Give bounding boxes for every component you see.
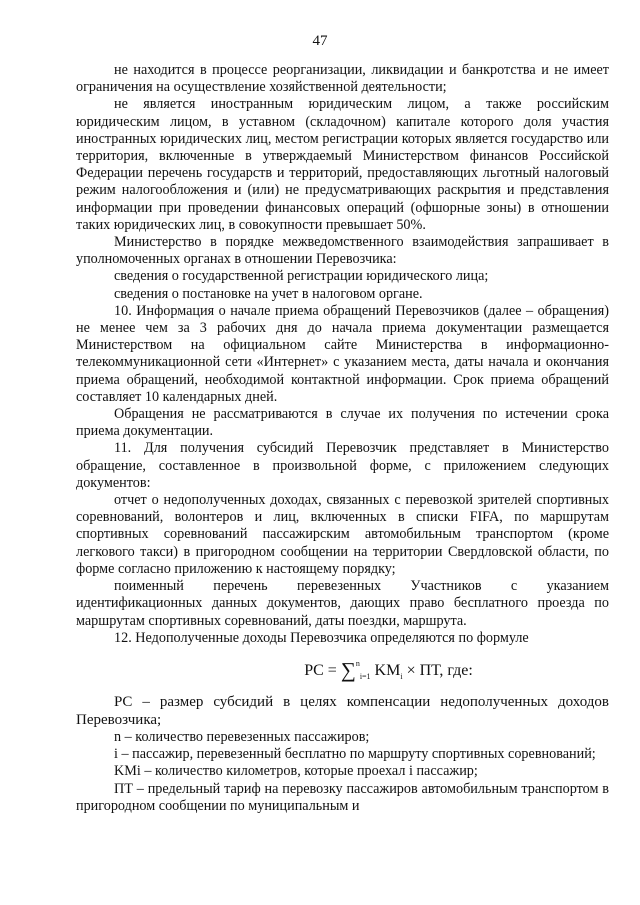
paragraph: 11. Для получения субсидий Перевозчик представляет в Министерство обращение, составленное в произвольной форме, с приложением следующих документов: [76,440,609,491]
definition: KMi – количество километров, которые проехал i пассажир; [114,763,478,780]
page-number: 47 [312,33,328,49]
definition: i – пассажир, перевезенный бесплатно по маршруту спортивных соревнований; [114,746,596,763]
paragraph: 10. Информация о начале приема обращений Перевозчиков (далее – обращения) не менее чем за 3 рабочих дня до начала приема документации размещается Министерством на официальном сайте Министерства в информационно-телекоммуникационной сети «Интернет» с указанием места, даты начала и окончания приема обращений, необходимой контактной информации. Срок приема обращений составляет 10 календарных дней. [76,302,609,405]
paragraph: Министерство в порядке межведомственного взаимодействия запрашивает в уполномоченных органах в отношении Перевозчика: [76,234,609,268]
paragraph: поименный перечень перевезенных Участников с указанием идентификационных данных документов, дающих право бесплатного проезда по маршрутам спортивных соревнований, даты поездки, маршрута. [76,578,609,629]
paragraph: сведения о государственной регистрации юридического лица; [114,268,489,285]
definition: PC – размер субсидий в целях компенсации недополученных доходов Перевозчика; [76,693,609,728]
formula-term-subscript: i [400,671,403,681]
paragraph: 12. Недополученные доходы Перевозчика определяются по формуле [114,629,529,646]
document-body [76,62,609,815]
sum-lower-limit: i=1 [359,671,371,681]
sum-symbol: ∑ [340,657,356,682]
definition: ПТ – предельный тариф на перевозку пассажиров автомобильным транспортом в пригородном сообщении по муниципальным и [76,780,609,814]
sum-upper-limit: n [355,658,360,668]
paragraph: не находится в процессе реорганизации, ликвидации и банкротства и не имеет ограничения на осуществление хозяйственной деятельности; [76,62,609,96]
formula-rest: × ПТ, где: [406,661,473,679]
paragraph: не является иностранным юридическим лицом, а также российским юридическим лицом, в уставном (складочном) капитале которого доля участия иностранных юридических лиц, местом регистрации которых является государство или территория, включенные в утверждаемый Министерством финансов Российской Федерации перечень государств и территорий, предоставляющих льготный налоговый режим налогообложения и (или) не предусматривающих раскрытия и представления информации при проведении финансовых операций (офшорные зоны) в отношении таких юридических лиц, в совокупности превышает 50%. [76,96,609,233]
subsidy-formula [168,650,609,691]
definition: n – количество перевезенных пассажиров; [114,728,370,745]
formula-lhs: PC = [304,661,337,679]
paragraph: Обращения не рассматриваются в случае их получения по истечении срока приема документации. [76,406,609,440]
paragraph: сведения о постановке на учет в налоговом органе. [114,285,423,302]
formula-term: KM [374,661,401,679]
paragraph: отчет о недополученных доходах, связанных с перевозкой зрителей спортивных соревнований, волонтеров и лиц, включенных в списки FIFA, по маршрутам спортивных соревнований пассажирским автомобильным транспортом (кроме легкового такси) в пригородном сообщении на территории Свердловской области, по форме согласно приложению к настоящему порядку; [76,492,609,577]
